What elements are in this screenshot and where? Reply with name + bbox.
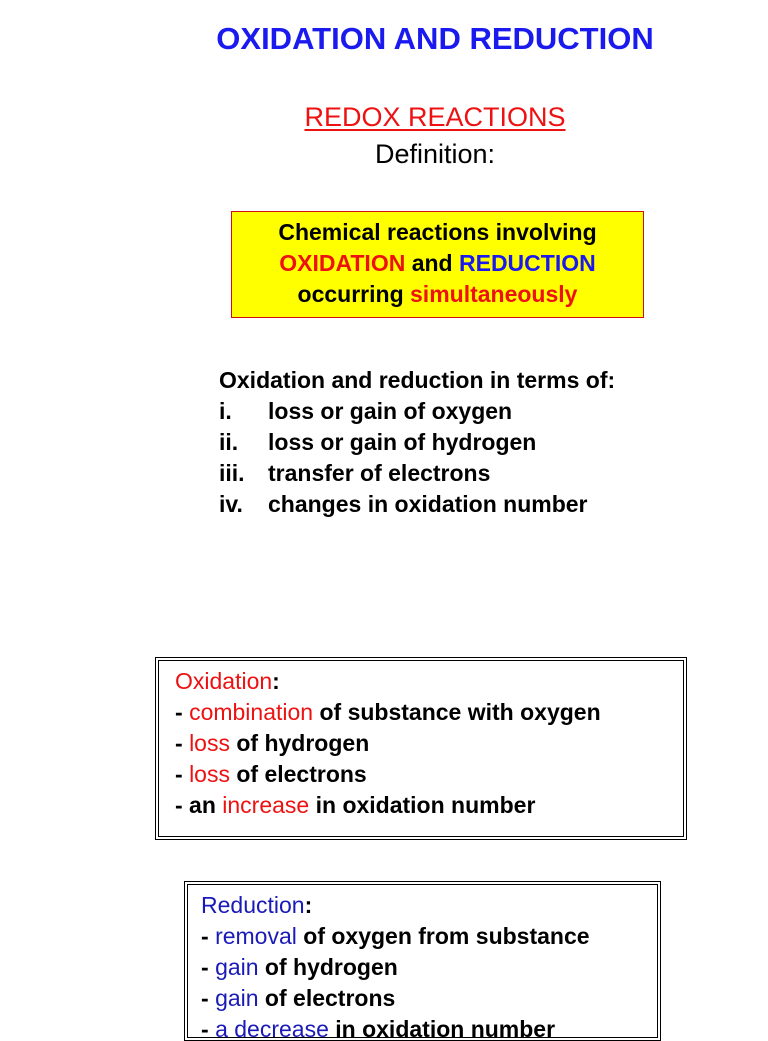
item-prefix: - an: [175, 792, 223, 818]
oxidation-heading: [175, 666, 683, 697]
oxidation-heading-colon: :: [272, 668, 280, 694]
list-item: [219, 489, 615, 520]
reduction-heading: [201, 890, 657, 921]
list-item: [219, 396, 615, 427]
list-item-number: iv.: [219, 491, 243, 517]
item-text: of hydrogen: [229, 730, 370, 756]
list-item: [175, 728, 683, 759]
definition-box: [231, 211, 644, 318]
reduction-heading-colon: :: [304, 892, 313, 918]
reduction-box: [184, 881, 661, 1041]
list-item-text: transfer of electrons: [268, 460, 491, 486]
item-text: of substance with oxygen: [313, 699, 601, 725]
oxidation-heading-label: Oxidation: [175, 668, 273, 694]
list-item-number: iii.: [219, 460, 245, 486]
definition-occurring: occurring: [297, 281, 411, 307]
keyword-oxidation: OXIDATION: [279, 250, 406, 276]
definition-line-3: [232, 279, 643, 310]
list-item-text: loss or gain of hydrogen: [268, 429, 537, 455]
item-prefix: -: [175, 761, 190, 787]
keyword-simultaneously: simultaneously: [410, 281, 578, 307]
list-item-text: changes in oxidation number: [268, 491, 588, 517]
list-item: [201, 921, 657, 952]
definition-line-2: [232, 248, 643, 279]
item-keyword: removal: [215, 923, 297, 949]
list-item: [219, 458, 615, 489]
terms-heading: Oxidation and reduction in terms of:: [219, 367, 616, 393]
keyword-reduction: REDUCTION: [459, 250, 596, 276]
item-keyword: combination: [189, 699, 314, 725]
item-keyword: loss: [189, 761, 230, 787]
item-prefix: -: [201, 1016, 216, 1038]
list-item: [201, 1014, 657, 1038]
list-item: [175, 790, 683, 821]
definition-label: Definition:: [374, 139, 496, 169]
list-item: [175, 697, 683, 728]
page-title: OXIDATION AND REDUCTION: [216, 21, 654, 56]
item-keyword: increase: [222, 792, 310, 818]
item-keyword: gain: [215, 985, 259, 1011]
definition-line-1: Chemical reactions involving: [278, 219, 597, 245]
item-text: of hydrogen: [258, 954, 398, 980]
list-item-number: i.: [219, 398, 232, 424]
oxidation-box-content: [158, 660, 684, 837]
definition-and: and: [405, 250, 459, 276]
list-item: [175, 759, 683, 790]
item-prefix: -: [201, 954, 216, 980]
list-item: [201, 952, 657, 983]
oxidation-box: [155, 657, 687, 840]
list-item-text: loss or gain of oxygen: [268, 398, 513, 424]
item-text: of electrons: [229, 761, 367, 787]
reduction-box-content: [187, 884, 658, 1038]
reduction-heading-label: Reduction: [201, 892, 305, 918]
list-item: [201, 983, 657, 1014]
item-keyword: a decrease: [215, 1016, 329, 1038]
list-item-number: ii.: [219, 429, 239, 455]
item-prefix: -: [175, 730, 190, 756]
item-text: in oxidation number: [328, 1016, 556, 1038]
item-prefix: -: [175, 699, 190, 725]
item-prefix: -: [201, 923, 216, 949]
item-text: in oxidation number: [309, 792, 536, 818]
item-keyword: loss: [189, 730, 230, 756]
item-text: of oxygen from substance: [296, 923, 590, 949]
terms-list: [219, 365, 615, 520]
section-subtitle: REDOX REACTIONS: [304, 102, 566, 132]
item-text: of electrons: [258, 985, 396, 1011]
item-prefix: -: [201, 985, 216, 1011]
list-item: [219, 427, 615, 458]
item-keyword: gain: [215, 954, 259, 980]
